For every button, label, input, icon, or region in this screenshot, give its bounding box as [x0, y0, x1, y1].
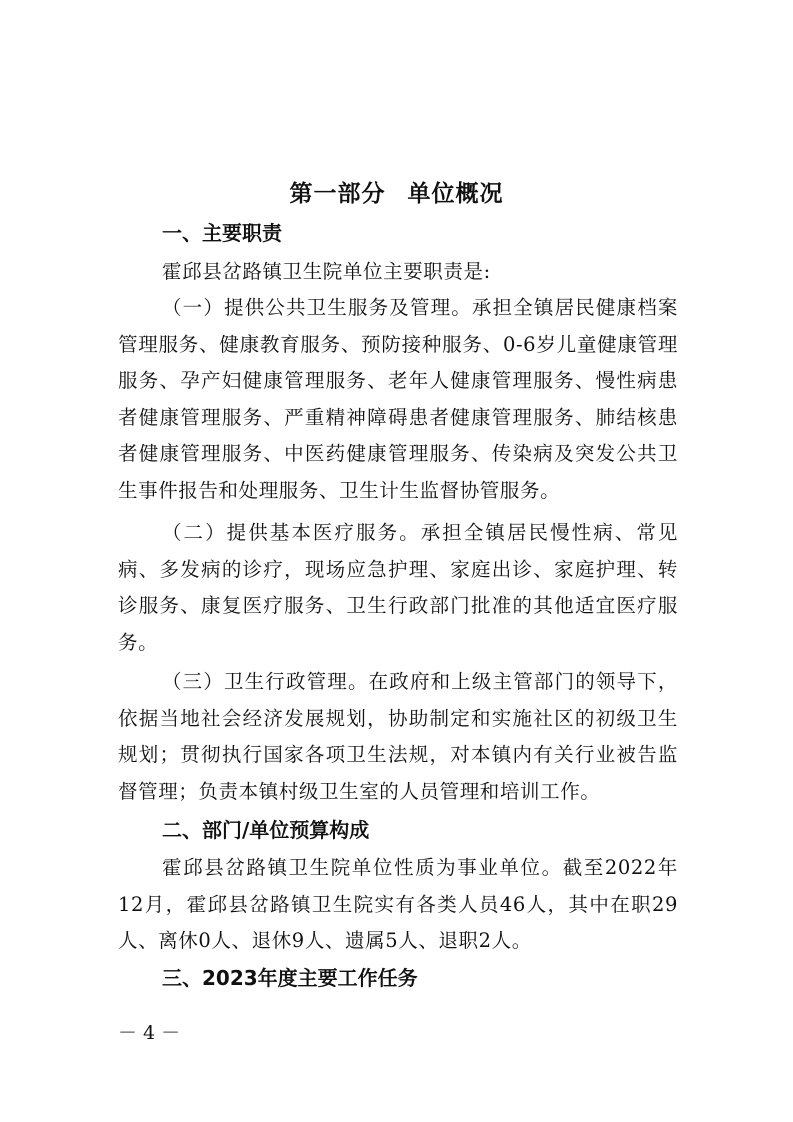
duties-intro-paragraph: 霍邱县岔路镇卫生院单位主要职责是: — [162, 260, 491, 283]
title-part-1: 第一部分 — [289, 181, 386, 207]
duty-item-public-health: （一）提供公共卫生服务及管理。承担全镇居民健康档案管理服务、健康教育服务、预防接种服务、0-6岁儿童健康管理服务、孕产妇健康管理服务、老年人健康管理服务、慢性病患者健康管理服务、严重精神障碍患者健康管理服务、肺结核患者健康管理服务、中医药健康管理服务、传染病及突发公共卫生事件报告和处理服务、卫生计生监督协管服务。 — [118, 296, 678, 502]
duty-item-basic-medical: （二）提供基本医疗服务。承担全镇居民慢性病、常见病、多发病的诊疗，现场应急护理、家庭出诊、家庭护理、转诊服务、康复医疗服务、卫生行政部门批准的其他适宜医疗服务。 — [118, 521, 678, 654]
budget-composition-paragraph: 霍邱县岔路镇卫生院单位性质为事业单位。截至2022年12月，霍邱县岔路镇卫生院实有各类人员46人，其中在职29人、离休0人、退休9人、遗属5人、退职2人。 — [118, 856, 678, 953]
section-heading-main-duties: 一、主要职责 — [162, 221, 282, 245]
page-number: － 4 － — [118, 1022, 181, 1044]
section-heading-main-tasks: 三、2023年度主要工作任务 — [162, 966, 418, 990]
section-heading-budget-composition: 二、部门/单位预算构成 — [162, 818, 370, 842]
page-title — [0, 176, 793, 212]
duty-item-health-administration: （三）卫生行政管理。在政府和上级主管部门的领导下，依据当地社会经济发展规划，协助制定和实施社区的初级卫生规划；贯彻执行国家各项卫生法规，对本镇内有关行业被告监督管理；负责本镇村级卫生室的人员管理和培训工作。 — [118, 670, 678, 803]
title-part-2: 单位概况 — [407, 181, 504, 207]
